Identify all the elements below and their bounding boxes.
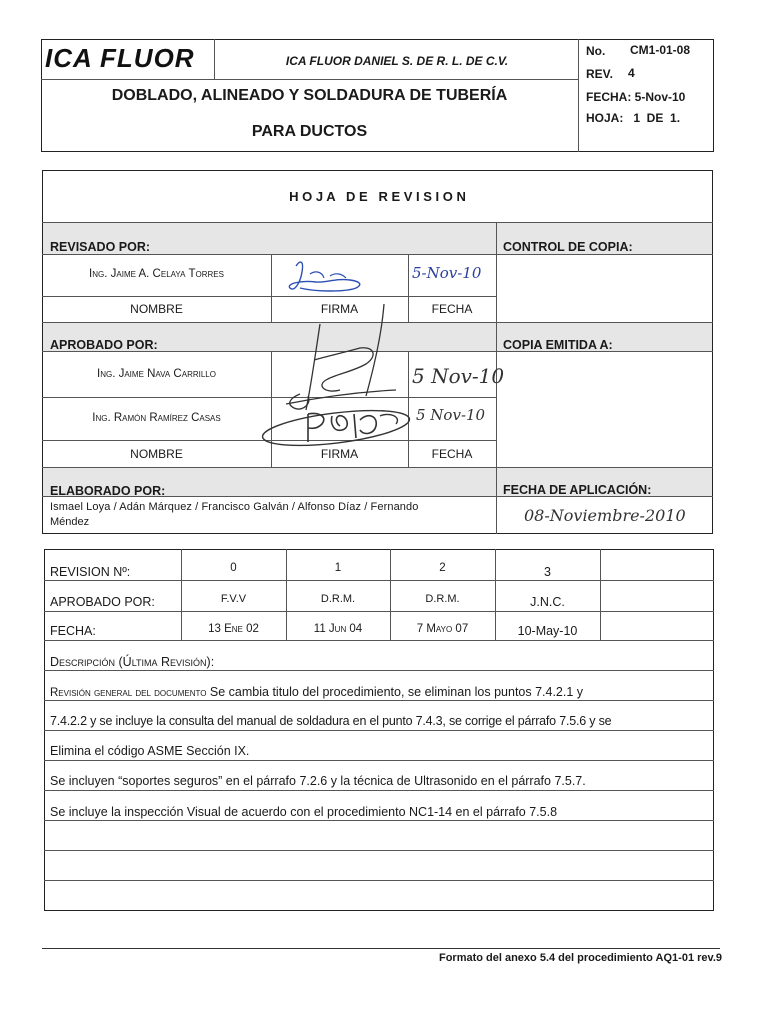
doc-number-value: CM1-01-08 [630, 43, 691, 57]
elaborado-names-line2: Méndez [50, 516, 90, 528]
descripcion-line-3: Elimina el código ASME Sección IX. [50, 744, 250, 758]
revisado-name: Ing. Jaime A. Celaya Torres [89, 268, 224, 280]
rule [44, 880, 714, 881]
revisado-col-nombre: NOMBRE [130, 302, 183, 316]
page-count: HOJA: 1 DE 1. [586, 111, 681, 125]
aprobado-col-nombre: NOMBRE [130, 447, 183, 461]
row-label-aprobado: APROBADO POR: [50, 595, 155, 609]
control-copia-label: CONTROL DE COPIA: [503, 240, 633, 254]
row-label-revision-no: REVISION Nº: [50, 565, 131, 579]
doc-number-label: No. [586, 44, 606, 58]
rev-0-number: 0 [230, 562, 237, 574]
rev-2-fecha: 7 Mayo 07 [416, 623, 469, 635]
rule [600, 549, 601, 640]
rev-0-aprobado: F.V.V [220, 593, 247, 605]
revision-sheet-title: H O J A D E R E V I S I O N [289, 189, 466, 204]
elaborado-label: ELABORADO POR: [50, 484, 166, 498]
rev-2-number: 2 [439, 562, 446, 574]
footer-rule [42, 948, 720, 949]
revision-value: 4 [628, 66, 635, 80]
rule [44, 760, 714, 761]
elaborado-names: Ismael Loya / Adán Márquez / Francisco Galván / Alfonso Díaz / Fernando [50, 501, 419, 513]
rule [44, 640, 714, 641]
aprobado-col-firma: FIRMA [320, 447, 359, 461]
rule [44, 670, 714, 671]
descripcion-line-1-text: Se cambia titulo del procedimiento, se eliminan los puntos 7.4.2.1 y [206, 685, 584, 699]
company-name: ICA FLUOR DANIEL S. DE R. L. DE C.V. [285, 54, 509, 68]
rev-1-aprobado: D.R.M. [320, 593, 356, 605]
aprobado-signature-icon [256, 300, 416, 460]
document-title-line1: DOBLADO, ALINEADO Y SOLDADURA DE TUBERÍA [111, 87, 508, 104]
rule [42, 467, 713, 468]
footer-note: Formato del anexo 5.4 del procedimiento AQ1-01 rev.9 [438, 952, 722, 964]
descripcion-line-2: 7.4.2.2 y se incluye la consulta del manual de soldadura en el punto 7.4.3, se corrige el párrafo 7.5.6 y se [50, 714, 612, 728]
rev-1-number: 1 [334, 562, 342, 574]
rule [44, 700, 714, 701]
aprobado-name-1: Ing. Jaime Nava Carrillo [97, 368, 216, 380]
rev-3-number: 3 [544, 565, 551, 579]
aprobado-date-1: 5 Nov-10 [412, 364, 505, 388]
rev-1-fecha: 11 Jun 04 [313, 623, 363, 635]
row-label-fecha: FECHA: [50, 624, 96, 638]
rule [44, 611, 714, 612]
document-title-line2: PARA DUCTOS [251, 123, 368, 140]
descripcion-line-1 [50, 686, 583, 700]
rule [42, 254, 713, 255]
rule [44, 790, 714, 791]
aprobado-date-2: 5 Nov-10 [416, 406, 486, 424]
copia-emitida-label: COPIA EMITIDA A: [503, 338, 613, 352]
revisado-col-firma: FIRMA [320, 302, 359, 316]
descripcion-line-5: Se incluye la inspección Visual de acuerdo con el procedimiento NC1-14 en el párrafo 7.5.8 [50, 805, 558, 819]
rev-2-aprobado: D.R.M. [425, 593, 460, 605]
rule [44, 850, 714, 851]
revisado-col-fecha: FECHA [431, 302, 473, 316]
aprobado-col-fecha: FECHA [431, 447, 473, 461]
rule [42, 296, 496, 297]
fecha-aplicacion-label: FECHA DE APLICACIÓN: [503, 483, 652, 497]
revisado-signature-icon [286, 258, 366, 294]
company-logo: ICA FLUOR [45, 43, 195, 73]
descripcion-line-1-prefix: Revisión general del documento [50, 687, 207, 699]
descripcion-label: Descripción (Última Revisión): [50, 655, 215, 669]
rule [44, 820, 714, 821]
rev-3-fecha: 10-May-10 [517, 624, 578, 638]
descripcion-line-4: Se incluyen “soportes seguros” en el párrafo 7.2.6 y la técnica de Ultrasonido en el párrafo 7.5.7. [50, 774, 586, 788]
aprobado-name-2: Ing. Ramón Ramírez Casas [92, 412, 221, 424]
rule [44, 730, 714, 731]
header-divider-left [214, 39, 215, 79]
fecha-aplicacion-value: 08-Noviembre-2010 [524, 506, 686, 525]
rev-3-aprobado: J.N.C. [530, 595, 565, 609]
header-date: FECHA: 5-Nov-10 [586, 90, 686, 104]
aprobado-label: APROBADO POR: [50, 338, 158, 352]
revisado-date-handwritten: 5-Nov-10 [412, 264, 482, 282]
revision-label: REV. [586, 67, 613, 81]
header-divider-right [578, 39, 579, 152]
rev-0-fecha: 13 Ene 02 [208, 623, 259, 635]
rule [44, 580, 714, 581]
revisado-label: REVISADO POR: [50, 240, 151, 254]
rule [42, 222, 713, 223]
header-divider-middle [41, 79, 578, 80]
